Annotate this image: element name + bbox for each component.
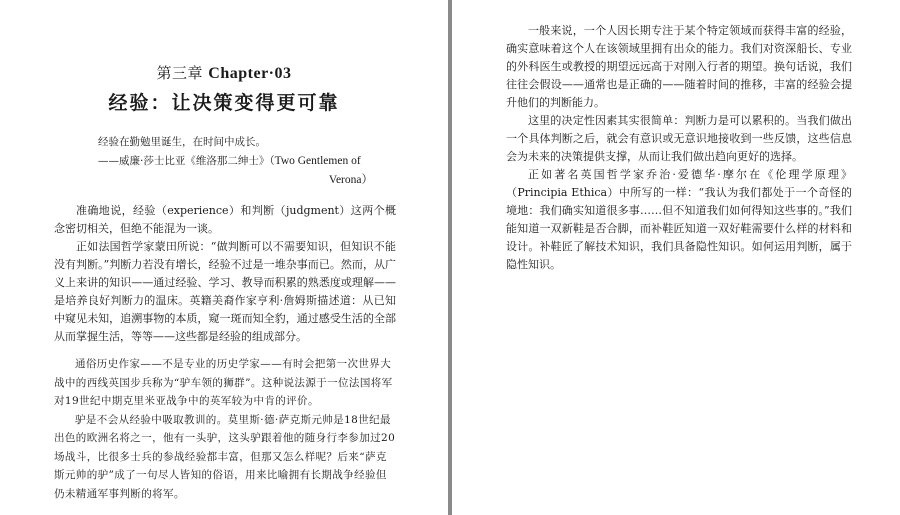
chapter-title: 经验：让决策变得更可靠 (108, 92, 340, 114)
epigraph (98, 133, 388, 190)
epigraph-quote: 经验在勤勉里诞生，在时间中成长。 (98, 136, 266, 148)
chapter-label-en: Chapter·03 (208, 65, 292, 82)
paragraph: 正如法国哲学家蒙田所说：“做判断可以不需要知识，但知识不能没有判断。”判断力若没有增长，经验不过是一堆杂事而已。然而，从广义上来讲的知识——通过经验、学习、教导而积累的熟悉度或理解——是培养良好判断力的温床。英籍美裔作家亨利·詹姆斯描述道：从已知中窥见未知，追溯事物的本质，窥一斑而知全豹，通过感受生活的全部从而掌握生活，等等——这些都是经验的组成部分。 (54, 240, 396, 343)
note-paragraph: 通俗历史作家——不是专业的历史学家——有时会把第一次世界大战中的西线英国步兵称为“驴车领的狮群”。这种说法源于一位法国将军对19世纪中期克里米亚战争中的英军较为中肯的评价。 (54, 358, 393, 407)
paragraph: 这里的决定性因素其实很简单：判断力是可以累积的。当我们做出一个具体判断之后，就会有意识或无意识地接收到一些反馈，这些信息会为未来的决策提供支撑，从而让我们做出趋向更好的选择。 (506, 114, 852, 163)
epigraph-attribution-end: Verona） (328, 174, 373, 186)
right-body-text (506, 22, 852, 274)
paragraph: 一般来说，一个人因长期专注于某个特定领域而获得丰富的经验，确实意味着这个人在该领域里拥有出众的能力。我们对资深船长、专业的外科医生或教授的期望远远高于对刚入行者的期望。换句话说，我们往往会假设——通常也是正确的——随着时间的推移，丰富的经验会提升他们的判断能力。 (506, 24, 852, 109)
paragraph: 正如著名英国哲学家乔治·爱德华·摩尔在《伦理学原理》（Principia Ethica）中所写的一样：“我认为我们都处于一个奇怪的境地：我们确实知道很多事……但不知道我们如何得知这些事的。”我们能知道一双新鞋是否合脚，而补鞋匠知道一双好鞋需要什么样的材料和设计。补鞋匠了解技术知识，我们具备隐性知识。如何运用判断，属于隐性知识。 (506, 168, 852, 271)
chapter-number (0, 62, 448, 83)
epigraph-attribution: ——威廉·莎士比亚《维洛那二绅士》（Two Gentlemen of (98, 155, 361, 167)
chapter-label: 第三章 (156, 64, 209, 82)
paragraph: 准确地说，经验（experience）和判断（judgment）这两个概念密切相关，但绝不能混为一谈。 (54, 204, 396, 235)
side-notes (54, 355, 396, 503)
right-page (452, 0, 900, 515)
left-page (0, 0, 448, 515)
left-body-text (54, 202, 396, 346)
note-paragraph: 驴是不会从经验中吸取教训的。莫里斯·德·萨克斯元帅是18世纪最出色的欧洲名将之一，他有一头驴，这头驴跟着他的随身行李参加过20场战斗，比很多士兵的参战经验都丰富，但那又怎么样呢？后来“萨克斯元帅的驴”成了一句尽人皆知的俗语，用来比喻拥有长期战争经验但仍未精通军事判断的将军。 (54, 413, 396, 500)
